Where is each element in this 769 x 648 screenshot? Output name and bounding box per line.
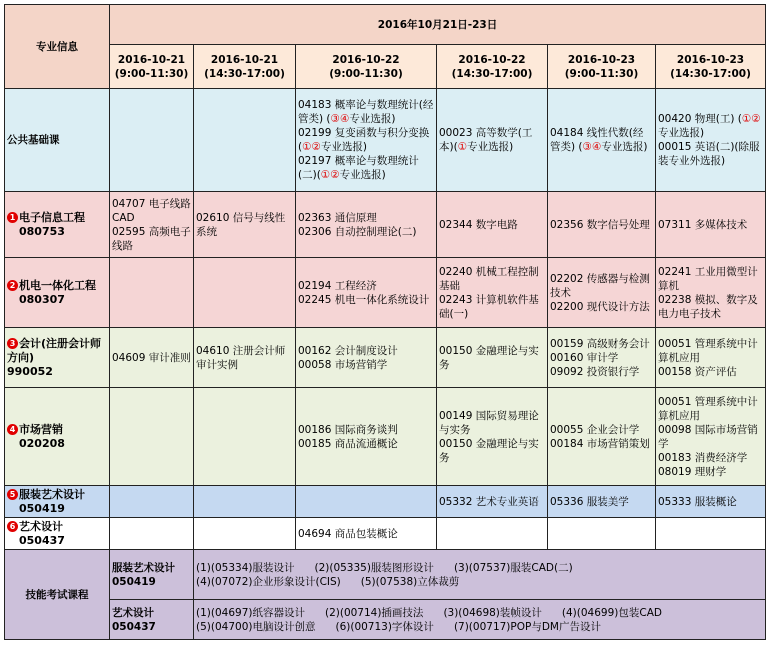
- course-entry: 00184 市场营销策划: [550, 437, 650, 450]
- course-entry: 02243 计算机软件基础(一): [439, 293, 539, 320]
- course-entry: 02595 高频电子线路: [112, 225, 191, 252]
- skill-course: (5)(07538)立体裁剪: [360, 575, 460, 588]
- course-cell: [548, 258, 656, 328]
- skill-course: (4)(04699)包装CAD: [561, 606, 662, 619]
- session-header: 2016-10-21 (14:30-17:00): [194, 45, 296, 89]
- skill-course: (5)(04700)电脑设计创意: [196, 620, 316, 633]
- course-entry: 00162 会计制度设计: [298, 344, 398, 357]
- course-cell: [656, 192, 766, 258]
- course-cell: [437, 518, 548, 550]
- course-cell: [296, 518, 437, 550]
- skill-group-label: 艺术设计 050437: [110, 600, 194, 640]
- course-entry: 02610 信号与线性系统: [196, 211, 286, 238]
- course-entry: 02238 模拟、数字及电力电子技术: [658, 293, 758, 320]
- skill-course-list: [194, 600, 766, 640]
- course-entry: 04707 电子线路CAD: [112, 197, 191, 224]
- course-cell: [194, 388, 296, 486]
- course-entry: 00150 金融理论与实务: [439, 344, 539, 371]
- major-label: 5 服装艺术设计 050419: [5, 486, 110, 518]
- course-cell: [110, 328, 194, 388]
- course-cell: [194, 89, 296, 192]
- skill-course: (4)(07072)企业形象设计(CIS): [196, 575, 341, 588]
- course-cell: [110, 518, 194, 550]
- course-entry: 00150 金融理论与实务: [439, 437, 539, 464]
- major-number-badge: 4: [7, 424, 18, 435]
- course-entry: 08019 理财学: [658, 465, 727, 478]
- skill-line: [196, 620, 763, 634]
- skill-course: (2)(00714)插画技法: [324, 606, 424, 619]
- major-label: 3 会计(注册会计师方向) 990052: [5, 328, 110, 388]
- course-entry: 00420 物理(工) (①②专业选报): [658, 113, 761, 139]
- course-cell: [437, 388, 548, 486]
- skill-line: [196, 606, 763, 620]
- course-cell: [548, 486, 656, 518]
- course-entry: 02363 通信原理: [298, 211, 377, 224]
- course-cell: [656, 486, 766, 518]
- course-cell: [194, 192, 296, 258]
- course-cell: [437, 89, 548, 192]
- skills-row-2: [5, 600, 766, 640]
- course-cell: [548, 518, 656, 550]
- course-entry: 05332 艺术专业英语: [439, 495, 539, 508]
- exam-schedule-table: [4, 4, 766, 640]
- course-cell: [194, 328, 296, 388]
- course-entry: 04610 注册会计师审计实例: [196, 344, 286, 371]
- course-entry: 00023 高等数学(工本)(①专业选报): [439, 127, 533, 153]
- session-header: 2016-10-23 (14:30-17:00): [656, 45, 766, 89]
- course-cell: [548, 192, 656, 258]
- course-entry: 05333 服装概论: [658, 495, 737, 508]
- course-cell: [437, 486, 548, 518]
- course-cell: [194, 518, 296, 550]
- course-entry: 02241 工业用微型计算机: [658, 265, 758, 292]
- course-entry: 00185 商品流通概论: [298, 437, 398, 450]
- skill-course: (7)(00717)POP与DM广告设计: [453, 620, 601, 633]
- course-cell: [548, 328, 656, 388]
- session-header: 2016-10-21 (9:00-11:30): [110, 45, 194, 89]
- course-entry: 00098 国际市场营销学: [658, 423, 758, 450]
- course-entry: 00051 管理系统中计算机应用: [658, 337, 758, 364]
- course-cell: [296, 89, 437, 192]
- major-row-4: [5, 388, 766, 486]
- skill-line: [196, 575, 763, 589]
- course-entry: 02200 现代设计方法: [550, 300, 650, 313]
- course-entry: 00158 资产评估: [658, 365, 737, 378]
- course-cell: [656, 388, 766, 486]
- course-entry: 07311 多媒体技术: [658, 218, 748, 231]
- course-cell: [194, 486, 296, 518]
- skill-course: (1)(04697)纸容器设计: [196, 606, 305, 619]
- course-entry: 04183 概率论与数理统计(经管类) (③④专业选报): [298, 99, 434, 125]
- session-header: 2016-10-22 (14:30-17:00): [437, 45, 548, 89]
- skill-course: (3)(04698)装帧设计: [443, 606, 542, 619]
- course-entry: 02344 数字电路: [439, 218, 518, 231]
- major-row-2: [5, 258, 766, 328]
- major-number-badge: 2: [7, 280, 18, 291]
- course-entry: 00160 审计学: [550, 351, 619, 364]
- course-cell: [110, 258, 194, 328]
- course-cell: [296, 192, 437, 258]
- course-entry: 02194 工程经济: [298, 279, 377, 292]
- major-number-badge: 1: [7, 212, 18, 223]
- session-header: 2016-10-23 (9:00-11:30): [548, 45, 656, 89]
- major-label: 6 艺术设计 050437: [5, 518, 110, 550]
- course-entry: 02306 自动控制理论(二): [298, 225, 417, 238]
- session-header: 2016-10-22 (9:00-11:30): [296, 45, 437, 89]
- course-entry: 02240 机械工程控制基础: [439, 265, 539, 292]
- skills-row-1: [5, 550, 766, 600]
- course-entry: 04694 商品包装概论: [298, 527, 398, 540]
- course-cell: [296, 328, 437, 388]
- major-row-3: [5, 328, 766, 388]
- course-entry: 02202 传感器与检测技术: [550, 272, 650, 299]
- course-cell: [194, 258, 296, 328]
- course-entry: 02356 数字信号处理: [550, 218, 650, 231]
- course-entry: 04184 线性代数(经管类) (③④专业选报): [550, 127, 648, 153]
- session-header-row: [5, 45, 766, 89]
- major-row-6: [5, 518, 766, 550]
- course-entry: 04609 审计准则: [112, 351, 191, 364]
- course-entry: 09092 投资银行学: [550, 365, 640, 378]
- course-cell: [110, 486, 194, 518]
- course-entry: 00015 英语(二)(除服装专业外选报): [658, 141, 760, 167]
- course-cell: [548, 388, 656, 486]
- course-cell: [656, 89, 766, 192]
- course-cell: [110, 192, 194, 258]
- course-entry: 05336 服装美学: [550, 495, 629, 508]
- course-cell: [656, 258, 766, 328]
- major-number-badge: 5: [7, 489, 18, 500]
- skill-group-label: 服装艺术设计 050419: [110, 550, 194, 600]
- course-cell: [110, 89, 194, 192]
- public-course-label: 公共基础课: [5, 89, 110, 192]
- course-cell: [437, 328, 548, 388]
- course-entry: 00051 管理系统中计算机应用: [658, 395, 758, 422]
- skill-course: (2)(05335)服装图形设计: [314, 561, 434, 574]
- course-cell: [437, 192, 548, 258]
- major-number-badge: 6: [7, 521, 18, 532]
- course-entry: 00186 国际商务谈判: [298, 423, 398, 436]
- course-entry: 00159 高级财务会计: [550, 337, 650, 350]
- course-entry: 02197 概率论与数理统计(二)(①②专业选报): [298, 155, 419, 181]
- major-info-header: 专业信息: [5, 5, 110, 89]
- skills-label: 技能考试课程: [5, 550, 110, 640]
- course-cell: [437, 258, 548, 328]
- major-row-5: [5, 486, 766, 518]
- course-cell: [656, 518, 766, 550]
- major-label: 1 电子信息工程 080753: [5, 192, 110, 258]
- public-course-row: [5, 89, 766, 192]
- course-cell: [548, 89, 656, 192]
- course-entry: 00058 市场营销学: [298, 358, 388, 371]
- course-cell: [656, 328, 766, 388]
- schedule-title: 2016年10月21日-23日: [110, 5, 766, 45]
- skill-line: [196, 561, 763, 575]
- course-entry: 00055 企业会计学: [550, 423, 640, 436]
- course-cell: [110, 388, 194, 486]
- course-cell: [296, 486, 437, 518]
- course-entry: 02245 机电一体化系统设计: [298, 293, 430, 306]
- course-entry: 00149 国际贸易理论与实务: [439, 409, 539, 436]
- major-row-1: [5, 192, 766, 258]
- course-entry: 00183 消费经济学: [658, 451, 748, 464]
- skill-course-list: [194, 550, 766, 600]
- major-number-badge: 3: [7, 338, 18, 349]
- course-cell: [296, 258, 437, 328]
- course-entry: 02199 复变函数与积分变换 (①②专业选报): [298, 127, 430, 153]
- major-label: 2 机电一体化工程 080307: [5, 258, 110, 328]
- skill-course: (3)(07537)服装CAD(二): [453, 561, 573, 574]
- major-label: 4 市场营销 020208: [5, 388, 110, 486]
- skill-course: (1)(05334)服装设计: [196, 561, 295, 574]
- course-cell: [296, 388, 437, 486]
- skill-course: (6)(00713)字体设计: [335, 620, 434, 633]
